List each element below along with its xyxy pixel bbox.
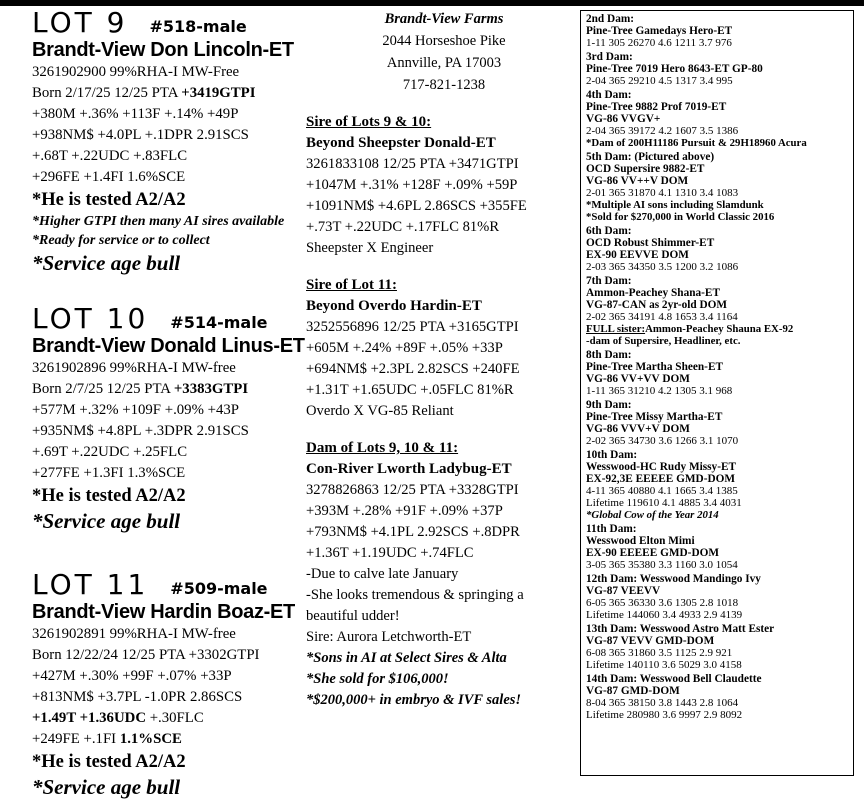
stat-line: +.69T +.22UDC +.25FLC <box>32 444 188 460</box>
dam-line: Sire: Aurora Letchworth-ET <box>306 629 472 645</box>
dam-name: Pine-Tree Martha Sheen-ET <box>586 361 724 373</box>
farm-info <box>306 8 576 96</box>
dam-record: Lifetime 144060 3.4 4933 2.9 4139 <box>586 609 743 621</box>
birth-pta <box>32 83 304 104</box>
dam-line: +793NM$ +4.1PL 2.92SCS +.8DPR <box>306 524 520 540</box>
dam-highlight: *Sons in AI at Select Sires & Alta <box>306 650 507 666</box>
pedigree-dam <box>586 449 853 521</box>
sire-line: +.73T +.22UDC +.17FLC 81%R <box>306 219 500 235</box>
lot-header <box>32 8 304 38</box>
dam-record: Lifetime 140110 3.6 5029 3.0 4158 <box>586 659 742 671</box>
dam-classification: EX-90 EEVVE DOM <box>586 249 689 261</box>
dam-line: -She looks tremendous & springing a <box>306 587 524 603</box>
dam-title: 14th Dam: Wesswood Bell Claudette <box>586 673 762 685</box>
dam-name: Pine-Tree Missy Martha-ET <box>586 411 723 423</box>
lot-note: *Ready for service or to collect <box>32 233 210 248</box>
dam-name: Pine-Tree 9882 Prof 7019-ET <box>586 101 727 113</box>
dam-classification: EX-92,3E EEEEE GMD-DOM <box>586 473 736 485</box>
lot-note: *Higher GTPI then many AI sires available <box>32 214 285 229</box>
lot-10 <box>32 304 304 534</box>
dam-title: 2nd Dam: <box>586 13 635 25</box>
dam-record: 2-04 365 39172 4.2 1607 3.5 1386 <box>586 125 739 137</box>
dam-name: OCD Supersire 9882-ET <box>586 163 705 175</box>
dam-name: OCD Robust Shimmer-ET <box>586 237 715 249</box>
a2-tested: *He is tested A2/A2 <box>32 486 186 506</box>
dam-title: 11th Dam: <box>586 523 637 535</box>
section-title: Dam of Lots 9, 10 & 11: <box>306 440 459 456</box>
stat-line: +935NM$ +4.8PL +.3DPR 2.91SCS <box>32 423 249 439</box>
dam-classification: VG-86 VVGV+ <box>586 113 661 125</box>
dam-note: *Dam of 200H11186 Pursuit & 29H18960 Acura <box>586 137 807 149</box>
pedigree-dam <box>586 51 853 87</box>
pedigree-dam <box>586 623 853 671</box>
dam-record: Lifetime 280980 3.6 9997 2.9 8092 <box>586 709 743 721</box>
sire-line: +694NM$ +2.3PL 2.82SCS +240FE <box>306 361 520 377</box>
full-sister-name: Ammon-Peachey Shauna EX-92 <box>645 323 794 335</box>
dam-record: Lifetime 119610 4.1 4885 3.4 4031 <box>586 497 742 509</box>
registration: 3261902900 99%RHA-I MW-Free <box>32 64 240 80</box>
pedigree-dam <box>586 349 853 397</box>
lot-header <box>32 570 304 600</box>
farm-name: Brandt-View Farms <box>384 11 504 27</box>
bull-name: Brandt-View Hardin Boaz-ET <box>32 601 295 623</box>
service-age: *Service age bull <box>32 509 181 533</box>
sires-column <box>306 8 576 711</box>
dam-highlight: *She sold for $106,000! <box>306 671 449 687</box>
sire-line: 3252556896 12/25 PTA +3165GTPI <box>306 319 519 335</box>
pedigree-dam <box>586 573 853 621</box>
dam-record: 2-02 365 34191 4.8 1653 3.4 1164 <box>586 311 738 323</box>
dam-note: *Sold for $270,000 in World Classic 2016 <box>586 211 775 223</box>
farm-address: 2044 Horseshoe Pike <box>382 33 506 49</box>
dam-line: beautiful udder! <box>306 608 400 624</box>
birth-text: Born 2/17/25 12/25 PTA <box>32 85 182 101</box>
sire-line: +1091NM$ +4.6PL 2.86SCS +355FE <box>306 198 527 214</box>
lot-number: LOT 10 <box>32 302 149 335</box>
sire-line: +605M +.24% +89F +.05% +33P <box>306 340 503 356</box>
sire-line: +1047M +.31% +128F +.09% +59P <box>306 177 518 193</box>
stat-rest: +.30FLC <box>146 710 204 726</box>
dam-name: Pine-Tree 7019 Hero 8643-ET GP-80 <box>586 63 763 75</box>
section-title: Sire of Lots 9 & 10: <box>306 114 432 130</box>
dam-name: Wesswood-HC Rudy Missy-ET <box>586 461 737 473</box>
stat-bold: +1.49T +1.36UDC <box>32 710 147 726</box>
dam-note: *Multiple AI sons including Slamdunk <box>586 199 764 211</box>
farm-city: Annville, PA 17003 <box>386 55 502 71</box>
sce-value: 1.1%SCE <box>119 731 182 747</box>
dam-line: -Due to calve late January <box>306 566 459 582</box>
stat-line <box>32 708 304 729</box>
pedigree-dam <box>586 89 853 149</box>
dam-title: 9th Dam: <box>586 399 632 411</box>
a2-tested: *He is tested A2/A2 <box>32 190 186 210</box>
dam-record: 2-01 365 31870 4.1 1310 3.4 1083 <box>586 187 739 199</box>
full-sister-note: -dam of Supersire, Headliner, etc. <box>586 335 741 347</box>
pedigree-dam <box>586 673 853 721</box>
dam-record: 2-03 365 34350 3.5 1200 3.2 1086 <box>586 261 739 273</box>
stat-line: +296FE +1.4FI 1.6%SCE <box>32 169 186 185</box>
stat-text: +249FE +.1FI <box>32 731 120 747</box>
dam-name: Ammon-Peachey Shana-ET <box>586 287 720 299</box>
dam-title: 5th Dam: (Pictured above) <box>586 151 715 163</box>
dam-record: 1-11 305 26270 4.6 1211 3.7 976 <box>586 37 732 49</box>
service-age: *Service age bull <box>32 251 181 275</box>
dam-record: 6-08 365 31860 3.5 1125 2.9 921 <box>586 647 733 659</box>
lot-number: LOT 11 <box>32 568 149 601</box>
dam-line: 3278826863 12/25 PTA +3328GTPI <box>306 482 519 498</box>
lot-9 <box>32 8 304 276</box>
lot-number: LOT 9 <box>32 6 128 39</box>
lot-tag: #518-male <box>149 17 247 36</box>
dam-title: 10th Dam: <box>586 449 638 461</box>
pedigree-dam <box>586 225 853 273</box>
dam-name: Con-River Lworth Ladybug-ET <box>306 461 512 477</box>
stat-line: +938NM$ +4.0PL +.1DPR 2.91SCS <box>32 127 249 143</box>
stat-line: +813NM$ +3.7PL -1.0PR 2.86SCS <box>32 689 243 705</box>
dam-record: 8-04 365 38150 3.8 1443 2.8 1064 <box>586 697 739 709</box>
pedigree-dam <box>586 13 853 49</box>
birth-text: Born 2/7/25 12/25 PTA <box>32 381 174 397</box>
dam-record: 2-02 365 34730 3.6 1266 3.1 1070 <box>586 435 739 447</box>
pedigree-box <box>580 10 854 776</box>
bull-name: Brandt-View Don Lincoln-ET <box>32 39 294 61</box>
lot-tag: #514-male <box>170 313 268 332</box>
dam-name: Wesswood Elton Mimi <box>586 535 695 547</box>
dam-record: 3-05 365 35380 3.3 1160 3.0 1054 <box>586 559 738 571</box>
lots-column <box>32 8 304 800</box>
stat-line: +.68T +.22UDC +.83FLC <box>32 148 188 164</box>
dam-title: 6th Dam: <box>586 225 632 237</box>
dam-title: 3rd Dam: <box>586 51 633 63</box>
dam-title: 4th Dam: <box>586 89 632 101</box>
registration: 3261902896 99%RHA-I MW-free <box>32 360 236 376</box>
pedigree-dam <box>586 275 853 347</box>
dam-record: 2-04 365 29210 4.5 1317 3.4 995 <box>586 75 733 87</box>
dam-name: Pine-Tree Gamedays Hero-ET <box>586 25 733 37</box>
full-sister <box>586 323 853 335</box>
dam-highlight: *$200,000+ in embryo & IVF sales! <box>306 692 522 708</box>
stat-line: +277FE +1.3FI 1.3%SCE <box>32 465 186 481</box>
dam-record: 4-11 365 40880 4.1 1665 3.4 1385 <box>586 485 738 497</box>
top-border <box>0 0 864 6</box>
gtpi-value: +3383GTPI <box>173 381 249 397</box>
sire-lots-9-10 <box>306 112 576 259</box>
dam-lots <box>306 438 576 711</box>
sire-name: Beyond Overdo Hardin-ET <box>306 298 482 314</box>
service-age: *Service age bull <box>32 775 181 799</box>
dam-note: *Global Cow of the Year 2014 <box>586 509 719 521</box>
dam-classification: VG-87 VEEVV <box>586 585 661 597</box>
bull-name: Brandt-View Donald Linus-ET <box>32 335 305 357</box>
birth-pta: Born 12/22/24 12/25 PTA +3302GTPI <box>32 647 260 663</box>
sire-line: 3261833108 12/25 PTA +3471GTPI <box>306 156 519 172</box>
dam-classification: VG-87 GMD-DOM <box>586 685 680 697</box>
birth-pta <box>32 379 304 400</box>
sire-line: +1.31T +1.65UDC +.05FLC 81%R <box>306 382 514 398</box>
dam-classification: EX-90 EEEEE GMD-DOM <box>586 547 720 559</box>
dam-title: 12th Dam: Wesswood Mandingo Ivy <box>586 573 761 585</box>
stat-line: +427M +.30% +99F +.07% +33P <box>32 668 232 684</box>
dam-record: 6-05 365 36330 3.6 1305 2.8 1018 <box>586 597 739 609</box>
sire-lot-11 <box>306 275 576 422</box>
section-title: Sire of Lot 11: <box>306 277 397 293</box>
stat-line <box>32 729 304 750</box>
dam-line: +393M +.28% +91F +.09% +37P <box>306 503 503 519</box>
stat-line: +380M +.36% +113F +.14% +49P <box>32 106 239 122</box>
lot-tag: #509-male <box>170 579 268 598</box>
pedigree-dam <box>586 523 853 571</box>
dam-classification: VG-87-CAN as 2yr-old DOM <box>586 299 728 311</box>
pedigree-dam <box>586 151 853 223</box>
a2-tested: *He is tested A2/A2 <box>32 752 186 772</box>
pedigree-dam <box>586 399 853 447</box>
dam-title: 7th Dam: <box>586 275 632 287</box>
lot-11 <box>32 570 304 800</box>
gtpi-value: +3419GTPI <box>181 85 256 101</box>
dam-classification: VG-86 VVV+V DOM <box>586 423 690 435</box>
full-sister-label: FULL sister: <box>586 323 646 335</box>
registration: 3261902891 99%RHA-I MW-free <box>32 626 236 642</box>
dam-line: +1.36T +1.19UDC +.74FLC <box>306 545 474 561</box>
dam-classification: VG-86 VV+VV DOM <box>586 373 690 385</box>
sire-line: Overdo X VG-85 Reliant <box>306 403 454 419</box>
dam-record: 1-11 365 31210 4.2 1305 3.1 968 <box>586 385 733 397</box>
sire-name: Beyond Sheepster Donald-ET <box>306 135 496 151</box>
dam-classification: VG-86 VV++V DOM <box>586 175 689 187</box>
dam-title: 13th Dam: Wesswood Astro Matt Ester <box>586 623 775 635</box>
lot-header <box>32 304 304 334</box>
farm-phone: 717-821-1238 <box>402 77 486 93</box>
dam-classification: VG-87 VEVV GMD-DOM <box>586 635 715 647</box>
stat-line: +577M +.32% +109F +.09% +43P <box>32 402 239 418</box>
sire-line: Sheepster X Engineer <box>306 240 434 256</box>
dam-title: 8th Dam: <box>586 349 632 361</box>
